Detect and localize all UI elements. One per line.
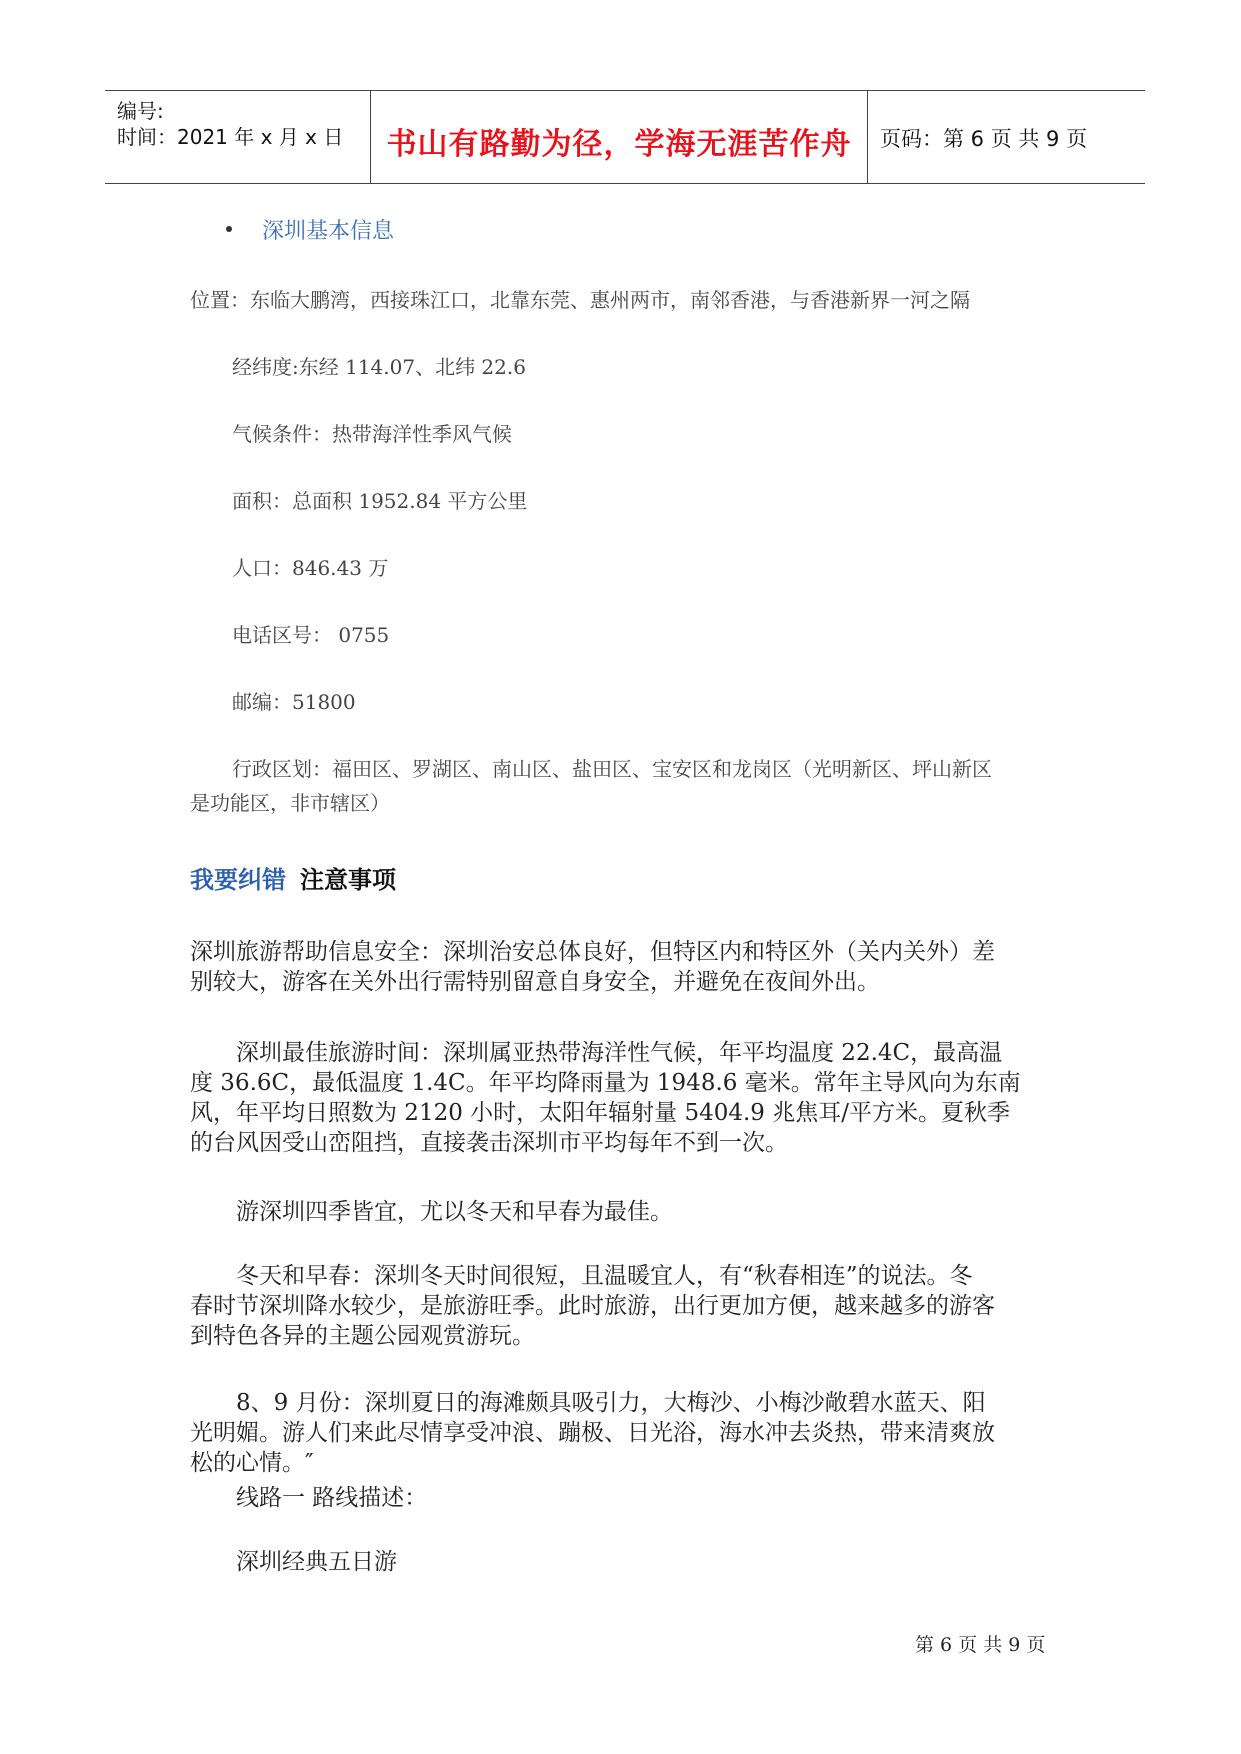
info-phone-code: 电话区号： 0755 <box>232 623 390 647</box>
paragraph-line: 春时节深圳降水较少，是旅游旺季。此时旅游，出行更加方便，越来越多的游客 <box>190 1293 995 1319</box>
paragraph-line: 8、9 月份：深圳夏日的海滩颇具吸引力，大梅沙、小梅沙敞碧水蓝天、阳 <box>236 1390 986 1416</box>
seasons-paragraph <box>190 1197 1058 1227</box>
info-districts-line1: 行政区划：福田区、罗湖区、南山区、盐田区、宝安区和龙岗区（光明新区、坪山新区 <box>232 757 992 781</box>
paragraph-line: 冬天和早春：深圳冬天时间很短，且温暖宜人，有“秋春相连”的说法。冬 <box>236 1263 973 1289</box>
paragraph-line: 到特色各异的主题公园观赏游玩。 <box>190 1323 535 1349</box>
document-number-label: 编号: <box>117 99 164 123</box>
paragraph-line: 别较大，游客在关外出行需特别留意自身安全，并避免在夜间外出。 <box>190 969 880 995</box>
info-location: 位置：东临大鹏湾，西接珠江口，北靠东莞、惠州两市，南邻香港，与香港新界一河之隔 <box>190 288 970 312</box>
header-page-label: 页码：第 6 页 共 9 页 <box>880 127 1088 151</box>
paragraph-line: 的台风因受山峦阻挡，直接袭击深圳市平均每年不到一次。 <box>190 1130 788 1156</box>
bullet-icon <box>226 226 232 232</box>
document-time-label: 时间：2021 年 x 月 x 日 <box>117 125 344 149</box>
best-time-paragraph <box>190 1038 1058 1158</box>
basic-info-link[interactable]: 深圳基本信息 <box>262 219 395 244</box>
tour-line <box>190 1547 1058 1577</box>
summer-paragraph <box>190 1388 1058 1478</box>
safety-paragraph <box>190 937 1058 997</box>
route-description-label: 线路一 路线描述： <box>236 1485 428 1511</box>
header-left-cell <box>105 91 370 183</box>
section-title: 注意事项 <box>300 866 396 894</box>
info-population: 人口：846.43 万 <box>232 556 389 580</box>
info-area: 面积：总面积 1952.84 平方公里 <box>232 489 528 513</box>
paragraph-line: 游深圳四季皆宜，尤以冬天和早春为最佳。 <box>236 1199 673 1225</box>
paragraph-line: 光明媚。游人们来此尽情享受冲浪、蹦极、日光浴，海水冲去炎热，带来清爽放 <box>190 1420 995 1446</box>
page-footer: 第 6 页 共 9 页 <box>915 1634 1046 1656</box>
report-error-link[interactable]: 我要纠错 <box>190 866 286 894</box>
winter-paragraph <box>190 1261 1058 1351</box>
info-postcode: 邮编：51800 <box>232 690 356 714</box>
paragraph-line: 松的心情。″ <box>190 1450 314 1476</box>
paragraph-line: 深圳最佳旅游时间：深圳属亚热带海洋性气候，年平均温度 22.4C，最高温 <box>236 1040 1003 1066</box>
info-coordinates: 经纬度:东经 114.07、北纬 22.6 <box>232 355 526 379</box>
paragraph-line: 风，年平均日照数为 2120 小时，太阳年辐射量 5404.9 兆焦耳/平方米。夏秋季 <box>190 1100 1011 1126</box>
page-header <box>105 90 1145 184</box>
section-heading <box>190 860 396 895</box>
paragraph-line: 深圳旅游帮助信息安全：深圳治安总体良好，但特区内和特区外（关内关外）差 <box>190 939 995 965</box>
route-line <box>190 1483 1058 1513</box>
info-climate: 气候条件：热带海洋性季风气候 <box>232 422 512 446</box>
tour-title: 深圳经典五日游 <box>236 1549 397 1575</box>
header-middle-cell <box>370 91 868 183</box>
paragraph-line: 度 36.6C，最低温度 1.4C。年平均降雨量为 1948.6 毫米。常年主导风向为东南 <box>190 1070 1021 1096</box>
header-right-cell <box>868 91 1145 183</box>
header-motto: 书山有路勤为径，学海无涯苦作舟 <box>386 127 852 162</box>
info-districts-line2: 是功能区，非市辖区） <box>190 791 390 815</box>
